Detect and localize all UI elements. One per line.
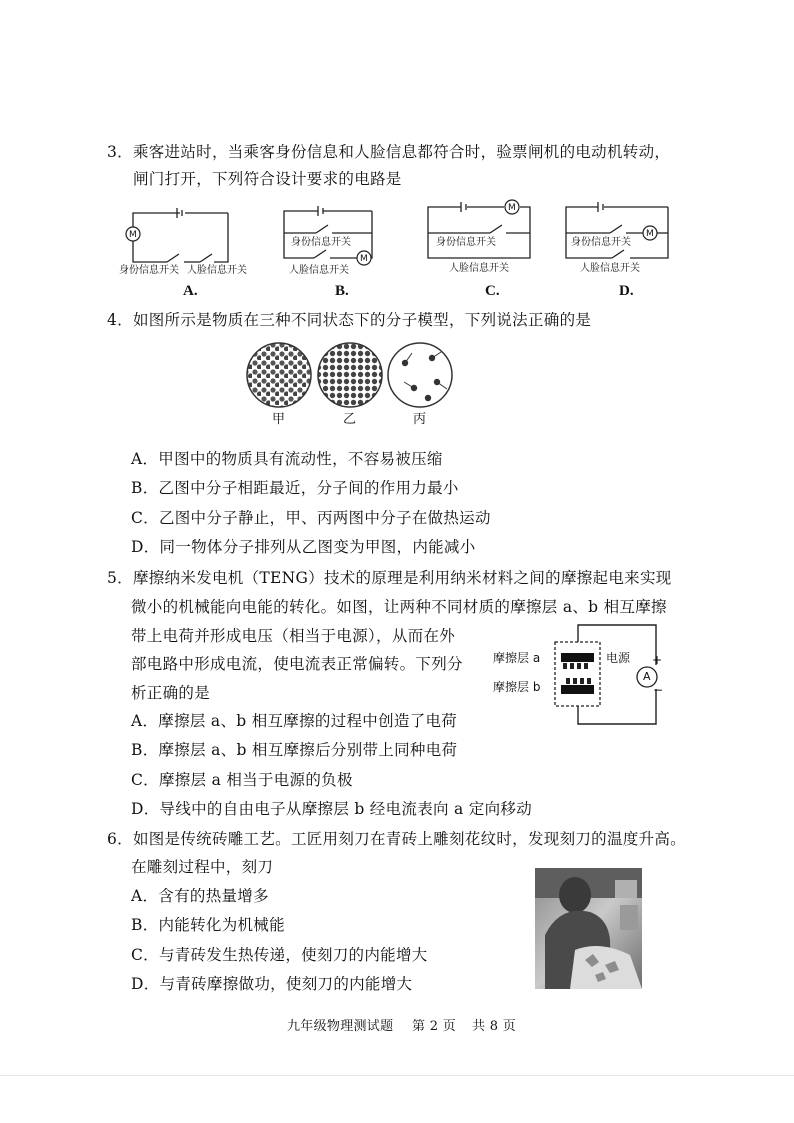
q6-option-b: B．内能转化为机械能 [131,916,285,934]
ammeter-label: A [643,670,651,683]
circuit-d-label-face: 人脸信息开关 [580,263,640,274]
q5-stem-line2: 微小的机械能向电能的转化。如图，让两种不同材质的摩擦层 a、b 相互摩擦 [131,598,667,616]
q3-stem-line1: 3．乘客进站时，当乘客身份信息和人脸信息都符合时，验票闸机的电动机转动， [107,143,671,161]
q6-option-c: C．与青砖发生热传递，使刻刀的内能增大 [131,946,428,964]
circuit-c-label-id: 身份信息开关 [436,237,496,248]
q4-option-c: C．乙图中分子静止，甲、丙两图中分子在做热运动 [131,509,491,527]
motor-a: M [129,230,137,240]
q6-stem-line1: 6．如图是传统砖雕工艺。工匠用刻刀在青砖上雕刻花纹时，发现刻刀的温度升高。 [107,830,686,848]
circuit-b-label-id: 身份信息开关 [291,237,351,248]
plus-sign: + [652,653,663,667]
footer-total-pages: 共 8 页 [472,1019,517,1034]
motor-d: M [646,229,654,239]
q5-stem-line1: 5．摩擦纳米发电机（TENG）技术的原理是利用纳米材料之间的摩擦起电来实现 [107,569,672,587]
layer-b-label: 摩擦层 b [493,680,541,694]
q5-stem-line3: 带上电荷并形成电压（相当于电源），从而在外 [131,627,456,645]
model-label-yi: 乙 [343,412,357,427]
motor-b: M [360,254,368,264]
q5-option-c: C．摩擦层 a 相当于电源的负极 [131,771,353,789]
q5-option-b: B．摩擦层 a、b 相互摩擦后分别带上同种电荷 [131,741,458,759]
q6-option-a: A．含有的热量增多 [131,887,269,905]
q6-option-d: D．与青砖摩擦做功，使刻刀的内能增大 [131,975,413,993]
circuit-a-letter: A. [183,283,198,299]
circuit-d-letter: D. [619,283,634,299]
circuit-a-label-id: 身份信息开关 [119,265,179,276]
minus-sign: − [653,683,664,697]
q5-option-d: D．导线中的自由电子从摩擦层 b 经电流表向 a 定向移动 [131,800,532,818]
circuit-c-letter: C. [485,283,500,299]
footer-exam-title: 九年级物理测试题 [287,1019,394,1034]
q4-stem: 4．如图所示是物质在三种不同状态下的分子模型，下列说法正确的是 [107,311,592,329]
circuit-b-letter: B. [335,283,349,299]
motor-c: M [508,203,516,213]
q6-stem-line2: 在雕刻过程中，刻刀 [131,858,274,876]
circuit-c-label-face: 人脸信息开关 [449,263,509,274]
model-label-jia: 甲 [272,412,286,427]
model-label-bing: 丙 [413,412,427,427]
circuit-a-label-face: 人脸信息开关 [187,265,247,276]
q4-option-d: D．同一物体分子排列从乙图变为甲图，内能减小 [131,538,476,556]
footer-page-number: 第 2 页 [412,1019,457,1034]
q5-stem-line5: 析正确的是 [131,684,211,702]
page-bottom-edge [0,1075,794,1076]
source-label: 电源 [606,651,631,665]
circuit-d-label-id: 身份信息开关 [571,237,631,248]
q5-option-a: A．摩擦层 a、b 相互摩擦的过程中创造了电荷 [131,712,458,730]
circuit-b-label-face: 人脸信息开关 [289,265,349,276]
q3-stem-line2: 闸门打开，下列符合设计要求的电路是 [133,170,402,188]
layer-a-label: 摩擦层 a [493,651,541,665]
q4-option-a: A．甲图中的物质具有流动性，不容易被压缩 [131,450,443,468]
q5-stem-line4: 部电路中形成电流，使电流表正常偏转。下列分 [131,655,463,673]
q4-option-b: B．乙图中分子相距最近，分子间的作用力最小 [131,479,459,497]
